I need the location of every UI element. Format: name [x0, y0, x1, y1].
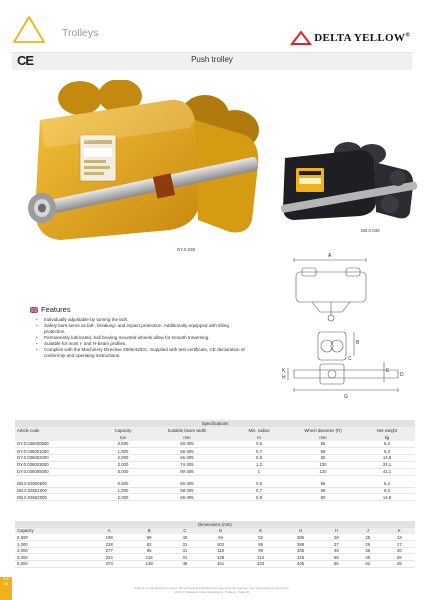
- side-tab-page: 06: [4, 581, 8, 586]
- table-row: [15, 487, 415, 494]
- table-cell: DY.0.036005000: [15, 468, 103, 475]
- table-cell: 48: [321, 547, 352, 554]
- specifications-caption: Specifications: [15, 420, 415, 427]
- table-cell: 405: [281, 547, 321, 554]
- table-cell: 1: [231, 468, 287, 475]
- table-caption-row: [15, 521, 415, 528]
- dim-label-a: A: [328, 253, 332, 259]
- table-caption-row: [15, 420, 415, 427]
- table-cell: 0,500: [103, 441, 143, 448]
- dim-label-h: H: [282, 375, 286, 381]
- table-cell: 28: [321, 534, 352, 541]
- features-heading: [30, 305, 71, 314]
- table-cell: 5,000: [15, 561, 89, 568]
- table-cell: 9,3: [359, 448, 415, 455]
- table-cell: 29: [352, 541, 383, 548]
- table-cell: 116: [129, 554, 169, 561]
- table-cell: DB.0.03601000: [15, 487, 103, 494]
- table-cell: 55: [287, 441, 359, 448]
- dim-label-c: C: [348, 356, 352, 362]
- technical-drawing-top: [290, 250, 414, 330]
- dim-label-k: K: [282, 368, 286, 374]
- table-cell: 31: [169, 541, 200, 548]
- table-cell: 52: [352, 561, 383, 568]
- dimensions-caption: Dimensions (mm): [15, 521, 415, 528]
- side-tab-section: E.2: [3, 577, 9, 581]
- unit-cell: kg: [359, 434, 415, 441]
- feature-item: • Permanently lubricated, ball bearing mounted wheels allow for smooth traversing.: [36, 335, 251, 341]
- table-cell: 58-305: [143, 448, 231, 455]
- table-cell: 161: [201, 561, 241, 568]
- table-cell: 74-305: [143, 461, 231, 468]
- table-cell: 68: [287, 448, 359, 455]
- table-cell: 3,000: [15, 554, 89, 561]
- table-cell: 66-305: [143, 494, 231, 501]
- black-trolley-photo: [280, 140, 420, 230]
- photo-caption-main: DY.0.036: [177, 247, 196, 252]
- delta-triangle-icon: [290, 30, 312, 46]
- table-row: [15, 441, 415, 448]
- feature-item: • Individually adjustable by turning the bolt.: [36, 317, 251, 323]
- table-cell: 0,5: [231, 441, 287, 448]
- specifications-body: [15, 441, 415, 501]
- dim-label-e: E: [386, 368, 390, 374]
- table-cell: 14,8: [359, 454, 415, 461]
- column-header: C: [169, 528, 200, 535]
- table-cell: 373: [89, 561, 129, 568]
- column-header: Wheel diameter (R): [287, 427, 359, 434]
- table-cell: 1,000: [103, 448, 143, 455]
- table-cell: 0,9: [231, 454, 287, 461]
- table-cell: DY.0.036003000: [15, 461, 103, 468]
- table-cell: 1,2: [231, 461, 287, 468]
- table-cell: 120: [287, 468, 359, 475]
- table-row: [15, 448, 415, 455]
- table-row: [15, 561, 415, 568]
- column-header: H: [321, 528, 352, 535]
- table-cell: 385: [281, 534, 321, 541]
- table-cell: 37: [321, 541, 352, 548]
- table-cell: 102: [201, 541, 241, 548]
- table-cell: 0,5: [231, 480, 287, 487]
- column-header: G: [281, 528, 321, 535]
- table-cell: 48: [169, 561, 200, 568]
- table-cell: 425: [281, 554, 321, 561]
- table-cell: 1,000: [103, 487, 143, 494]
- table-cell: 133: [241, 561, 281, 568]
- table-cell: 14,8: [359, 494, 415, 501]
- table-unit-row: [15, 434, 415, 441]
- dimensions-body: [15, 534, 415, 567]
- table-cell: 0,500: [15, 534, 89, 541]
- table-row: [15, 480, 415, 487]
- table-cell: 50-305: [143, 480, 231, 487]
- table-cell: 82: [241, 534, 281, 541]
- unit-cell: mm: [143, 434, 231, 441]
- unit-cell: [15, 434, 103, 441]
- dimensions-table: [15, 521, 415, 568]
- table-cell: 40: [352, 554, 383, 561]
- page-footer: [0, 586, 424, 594]
- table-cell: 82: [129, 541, 169, 548]
- table-cell: 100: [287, 461, 359, 468]
- product-title: Push trolley: [191, 55, 233, 64]
- table-row: [15, 554, 415, 561]
- table-row: [15, 461, 415, 468]
- table-header-row: [15, 528, 415, 535]
- dim-label-d: D: [400, 372, 404, 378]
- brand-name: DELTA YELLOW®: [314, 32, 410, 44]
- column-header: A: [89, 528, 129, 535]
- photo-caption-small: DB.0.036: [361, 228, 380, 233]
- warning-triangle-logo: [12, 14, 46, 44]
- table-cell: 55: [287, 480, 359, 487]
- table-cell: 3,000: [103, 461, 143, 468]
- table-cell: 94: [201, 534, 241, 541]
- table-cell: DY.0.036000500: [15, 441, 103, 448]
- table-cell: 36: [352, 547, 383, 554]
- column-header: K: [384, 528, 416, 535]
- ce-mark: CE: [17, 53, 34, 68]
- features-list: [36, 317, 251, 359]
- table-cell: 0,9: [231, 494, 287, 501]
- table-cell: 1,000: [15, 541, 89, 548]
- feature-item: • Complies with the Machinery Directive 2006/42/EC. Supplied with test certificate, CE declaration of conformity and operating instructions.: [36, 347, 251, 359]
- feature-item: • Safety bars serve as fall-, breaking- and impact protection. Additionally equipped with tilting protection.: [36, 323, 251, 335]
- table-cell: 68: [287, 487, 359, 494]
- column-header: Article code: [15, 427, 103, 434]
- table-cell: 56: [321, 554, 352, 561]
- table-cell: 2,000: [103, 454, 143, 461]
- column-header: D: [201, 528, 241, 535]
- table-row: [15, 454, 415, 461]
- table-cell: 5,4: [359, 480, 415, 487]
- features-title: Features: [41, 305, 71, 314]
- table-cell: DB.0.03600500: [15, 480, 103, 487]
- table-cell: 113: [241, 554, 281, 561]
- table-cell: 68: [129, 534, 169, 541]
- table-cell: 9,3: [359, 487, 415, 494]
- table-row: [15, 541, 415, 548]
- footer-line: Subject to change without notice. All technical specifications are approximate and may vary depending on production.: [134, 586, 290, 590]
- feature-item: • Suitable for most I- and H-beam profiles.: [36, 341, 251, 347]
- table-cell: 2,000: [103, 494, 143, 501]
- table-cell: DB.0.03602000: [15, 494, 103, 501]
- table-row: [15, 468, 415, 475]
- table-cell: 40: [169, 534, 200, 541]
- footer-line: 2021 © Deltaplus Yellow Equipment · Trolleys · Page 36: [174, 590, 250, 594]
- column-header: J: [352, 528, 383, 535]
- table-cell: 277: [89, 547, 129, 554]
- table-cell: 80: [287, 454, 359, 461]
- table-cell: 388: [281, 541, 321, 548]
- column-header: E: [241, 528, 281, 535]
- uk-flag-icon: [30, 307, 38, 313]
- table-cell: 80: [287, 494, 359, 501]
- table-cell: 90-305: [143, 468, 231, 475]
- table-cell: 31: [169, 547, 200, 554]
- table-cell: 25: [352, 534, 383, 541]
- table-cell: 139: [201, 554, 241, 561]
- table-cell: 41,1: [359, 468, 415, 475]
- table-cell: 50-305: [143, 441, 231, 448]
- brand-logo: [290, 28, 410, 48]
- column-header: Capacity: [103, 427, 143, 434]
- table-cell: 2,000: [15, 547, 89, 554]
- table-cell: 238: [89, 541, 129, 548]
- specifications-table: [15, 420, 415, 501]
- unit-cell: m: [231, 434, 287, 441]
- table-cell: 65: [321, 561, 352, 568]
- table-cell: 58-305: [143, 487, 231, 494]
- table-cell: 31: [169, 554, 200, 561]
- table-row: [15, 547, 415, 554]
- table-cell: 95: [129, 547, 169, 554]
- table-cell: 0,7: [231, 448, 287, 455]
- technical-drawing-side: [280, 328, 414, 410]
- table-cell: 28: [384, 554, 416, 561]
- table-cell: 28: [384, 561, 416, 568]
- table-cell: 5,4: [359, 441, 415, 448]
- table-cell: 13: [384, 534, 416, 541]
- page-header: [0, 0, 424, 50]
- dim-label-b: B: [356, 340, 360, 346]
- table-cell: 138: [129, 561, 169, 568]
- table-cell: 5,000: [103, 468, 143, 475]
- table-cell: 0,7: [231, 487, 287, 494]
- table-header-row: [15, 427, 415, 434]
- table-cell: 119: [201, 547, 241, 554]
- unit-cell: ton: [103, 434, 143, 441]
- table-cell: DY.0.036001000: [15, 448, 103, 455]
- column-header: B: [129, 528, 169, 535]
- table-cell: 435: [281, 561, 321, 568]
- table-cell: 85: [241, 541, 281, 548]
- dim-label-g: G: [344, 394, 348, 400]
- table-cell: 324: [89, 554, 129, 561]
- table-cell: 198: [89, 534, 129, 541]
- table-cell: 99: [241, 547, 281, 554]
- column-header: Min. radius: [231, 427, 287, 434]
- table-row: [15, 494, 415, 501]
- table-cell: 66-305: [143, 454, 231, 461]
- table-cell: 24,1: [359, 461, 415, 468]
- section-title: Trolleys: [62, 27, 99, 39]
- unit-cell: mm: [287, 434, 359, 441]
- table-row: [15, 534, 415, 541]
- table-cell: DY.0.036002000: [15, 454, 103, 461]
- column-header: Capacity: [15, 528, 89, 535]
- table-cell: 20: [384, 547, 416, 554]
- yellow-trolley-photo: [20, 80, 270, 240]
- table-cell: 0,500: [103, 480, 143, 487]
- table-cell: 17: [384, 541, 416, 548]
- column-header: Net weight: [359, 427, 415, 434]
- column-header: Suitable beam width: [143, 427, 231, 434]
